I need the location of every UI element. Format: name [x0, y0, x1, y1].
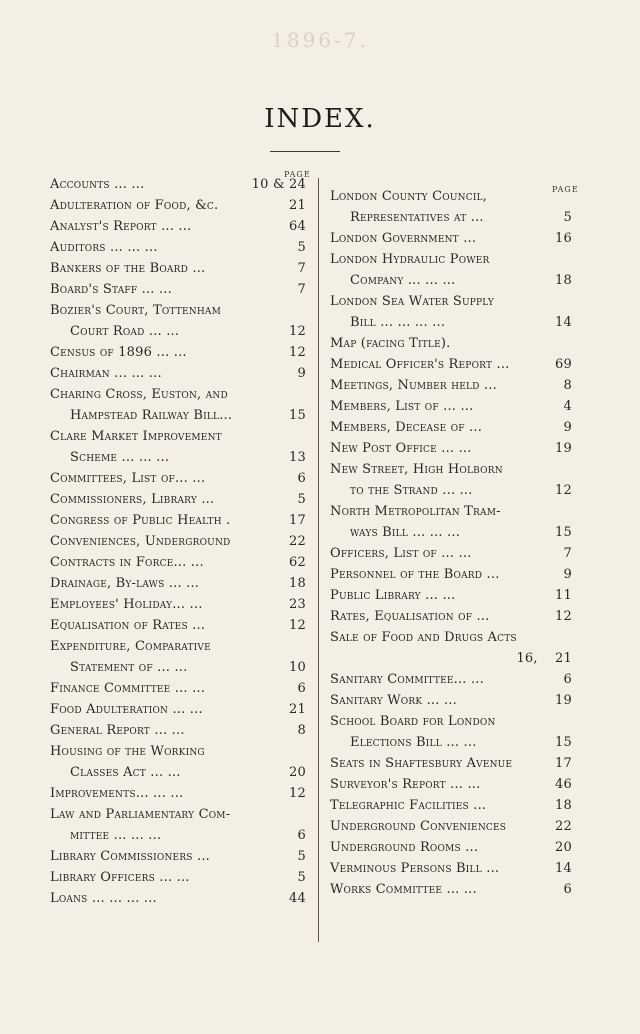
index-entry-page: 21 [289, 198, 306, 213]
right-page-column-label: PAGE [552, 185, 579, 194]
index-entry [330, 501, 572, 543]
index-entry-page: 17 [289, 513, 306, 528]
index-entry [330, 669, 572, 690]
index-entry-page: 5 [297, 849, 306, 864]
index-entry-text: Sanitary Work ... ... [330, 693, 457, 708]
title-rule [270, 151, 340, 152]
index-entry-text: Improvements... ... ... [50, 786, 184, 801]
index-entry-text: Expenditure, Comparative [50, 639, 211, 654]
index-entry [330, 375, 572, 396]
index-entry-text: to the Strand ... ... [350, 483, 473, 498]
index-entry [330, 396, 572, 417]
index-entry-text: Scheme ... ... ... [70, 450, 170, 465]
index-entry [330, 795, 572, 816]
index-entry-text: Congress of Public Health . [50, 513, 231, 528]
index-entry-page: 12 [555, 483, 572, 498]
index-entry-text: Drainage, By-laws ... ... [50, 576, 200, 591]
index-entry-text: Employees' Holiday... ... [50, 597, 203, 612]
index-entry-text: Committees, List of... ... [50, 471, 206, 486]
index-entry-text: Equalisation of Rates ... [50, 618, 206, 633]
index-entry [50, 216, 306, 237]
index-entry-page: 6 [563, 672, 572, 687]
index-entry-text: Housing of the Working [50, 744, 205, 759]
index-entry-text: Medical Officer's Report ... [330, 357, 510, 372]
index-entry-page: 12 [555, 609, 572, 624]
index-entry-page: 5 [297, 240, 306, 255]
index-entry [330, 837, 572, 858]
index-entry-text: Accounts ... ... [50, 177, 145, 192]
index-entry [330, 186, 572, 228]
index-entry-text: Conveniences, Underground [50, 534, 231, 549]
index-entry-page: 7 [563, 546, 572, 561]
index-entry-text: Representatives at ... [350, 210, 484, 225]
index-entry [50, 342, 306, 363]
index-entry-page: 9 [563, 567, 572, 582]
index-entry-page: 22 [555, 819, 572, 834]
index-entry [50, 237, 306, 258]
index-entry-text: Seats in Shaftesbury Avenue [330, 756, 513, 771]
index-entry-page: 12 [289, 345, 306, 360]
index-entry-page: 14 [555, 315, 572, 330]
index-entry-text: Law and Parliamentary Com- [50, 807, 231, 822]
index-entry [50, 888, 306, 909]
index-entry-text: General Report ... ... [50, 723, 185, 738]
index-entry-text: Works Committee ... ... [330, 882, 477, 897]
index-entry-page: 6 [297, 828, 306, 843]
index-entry-text: Court Road ... ... [70, 324, 180, 339]
index-entry [50, 846, 306, 867]
index-entry-text: Charing Cross, Euston, and [50, 387, 228, 402]
index-entry-text: Members, List of ... ... [330, 399, 474, 414]
index-entry-text: London Sea Water Supply [330, 294, 494, 309]
index-entry-text: Census of 1896 ... ... [50, 345, 187, 360]
index-entry [330, 774, 572, 795]
index-entry-text: Public Library ... ... [330, 588, 456, 603]
index-entry [330, 354, 572, 375]
index-entry [50, 426, 306, 468]
index-entry-page: 5 [297, 870, 306, 885]
index-entry-text: Statement of ... ... [70, 660, 188, 675]
index-entry [50, 363, 306, 384]
index-entry-page: 19 [555, 693, 572, 708]
index-entry-text: Bankers of the Board ... [50, 261, 206, 276]
index-entry [50, 594, 306, 615]
index-entry-page: 12 [289, 324, 306, 339]
index-entry [50, 804, 306, 846]
index-entry [50, 720, 306, 741]
index-entry-page: 6 [563, 882, 572, 897]
index-entry [330, 690, 572, 711]
index-entry [330, 564, 572, 585]
index-entry-text: mittee ... ... ... [70, 828, 162, 843]
index-entry-text: London Hydraulic Power [330, 252, 490, 267]
index-entry-page: 9 [563, 420, 572, 435]
index-entry-text: Map (facing Title). [330, 336, 451, 351]
index-entry-text: New Street, High Holborn [330, 462, 503, 477]
index-entry [330, 249, 572, 291]
index-entry-text: Underground Conveniences [330, 819, 507, 834]
index-entry [50, 510, 306, 531]
index-entry-page: 19 [555, 441, 572, 456]
index-entry-text: Rates, Equalisation of ... [330, 609, 490, 624]
index-entry-page: 44 [289, 891, 306, 906]
index-entry-page: 5 [563, 210, 572, 225]
index-entry [330, 543, 572, 564]
page-title: INDEX. [264, 104, 376, 134]
index-entry-page: 6 [297, 681, 306, 696]
index-entry-page: 64 [289, 219, 306, 234]
index-entry-text: Food Adulteration ... ... [50, 702, 203, 717]
index-entry-text: Meetings, Number held ... [330, 378, 497, 393]
index-column-left [50, 174, 306, 909]
index-entry [330, 585, 572, 606]
index-entry [50, 573, 306, 594]
index-entry-page: 11 [555, 588, 572, 603]
index-entry-page: 15 [289, 408, 306, 423]
index-entry-page: 15 [555, 525, 572, 540]
index-entry-text: Library Officers ... ... [50, 870, 190, 885]
index-entry-text: Telegraphic Facilities ... [330, 798, 487, 813]
index-entry-page: 18 [555, 273, 572, 288]
index-entry-text: Chairman ... ... ... [50, 366, 162, 381]
index-entry [50, 615, 306, 636]
index-entry [330, 711, 572, 753]
index-entry-text: School Board for London [330, 714, 496, 729]
column-divider [318, 178, 319, 942]
index-entry-text: Finance Committee ... ... [50, 681, 206, 696]
index-entry [330, 879, 572, 900]
index-entry-text: London Government ... [330, 231, 477, 246]
index-entry-text: North Metropolitan Tram- [330, 504, 501, 519]
index-entry-page: 12 [289, 618, 306, 633]
index-entry-text: Analyst's Report ... ... [50, 219, 192, 234]
index-entry-page: 22 [289, 534, 306, 549]
index-entry-page: 10 [289, 660, 306, 675]
index-entry-page: 12 [289, 786, 306, 801]
index-entry [50, 384, 306, 426]
index-entry-text: Bill ... ... ... ... [350, 315, 446, 330]
index-entry-page: 9 [297, 366, 306, 381]
index-entry [50, 300, 306, 342]
index-entry [330, 333, 572, 354]
index-entry-page: 20 [555, 840, 572, 855]
index-entry [50, 258, 306, 279]
index-entry-text: Underground Rooms ... [330, 840, 479, 855]
index-entry-text: Officers, List of ... ... [330, 546, 472, 561]
index-entry [50, 636, 306, 678]
index-entry-text: Commissioners, Library ... [50, 492, 215, 507]
index-entry [50, 195, 306, 216]
index-entry-text: Sale of Food and Drugs Acts [330, 630, 517, 645]
index-entry [50, 174, 306, 195]
index-entry-text: Contracts in Force... ... [50, 555, 204, 570]
index-entry-text: Hampstead Railway Bill... [70, 408, 233, 423]
index-entry-page: 16 [555, 231, 572, 246]
index-entry-text: Library Commissioners ... [50, 849, 210, 864]
index-entry [50, 867, 306, 888]
index-entry-page: 16, 21 [516, 651, 572, 666]
index-entry [330, 627, 572, 669]
index-entry-text: London County Council, [330, 189, 488, 204]
index-entry-text: ways Bill ... ... ... [350, 525, 461, 540]
index-entry-page: 15 [555, 735, 572, 750]
index-entry-page: 8 [563, 378, 572, 393]
index-entry [330, 438, 572, 459]
index-entry-page: 6 [297, 471, 306, 486]
index-entry [50, 468, 306, 489]
bleed-through-text: 1896-7. [271, 28, 369, 52]
index-entry-page: 20 [289, 765, 306, 780]
index-entry [330, 459, 572, 501]
index-entry-page: 5 [297, 492, 306, 507]
index-entry-text: Company ... ... ... [350, 273, 456, 288]
index-entry-page: 13 [289, 450, 306, 465]
index-entry-page: 21 [289, 702, 306, 717]
index-column-right [330, 174, 572, 900]
index-entry-page: 18 [289, 576, 306, 591]
index-entry [330, 606, 572, 627]
left-page-column-label: PAGE [284, 170, 311, 179]
index-entry-text: Verminous Persons Bill ... [330, 861, 500, 876]
index-entry-page: 17 [555, 756, 572, 771]
index-entry-text: Loans ... ... ... ... [50, 891, 157, 906]
index-entry-page: 46 [555, 777, 572, 792]
index-entry [330, 816, 572, 837]
index-entry-page: 7 [297, 261, 306, 276]
index-entry-text: Bozier's Court, Tottenham [50, 303, 221, 318]
index-entry [50, 699, 306, 720]
index-entry-text: New Post Office ... ... [330, 441, 472, 456]
index-entry-text: Auditors ... ... ... [50, 240, 158, 255]
index-entry-page: 18 [555, 798, 572, 813]
index-entry-page: 23 [289, 597, 306, 612]
index-entry-page: 7 [297, 282, 306, 297]
index-entry [330, 291, 572, 333]
index-entry-text: Personnel of the Board ... [330, 567, 500, 582]
index-entry-text: Surveyor's Report ... ... [330, 777, 481, 792]
index-entry [50, 678, 306, 699]
index-entry [50, 531, 306, 552]
index-entry-text: Adulteration of Food, &c. [50, 198, 219, 213]
index-entry-text: Clare Market Improvement [50, 429, 222, 444]
index-entry [330, 228, 572, 249]
index-entry-text: Classes Act ... ... [70, 765, 181, 780]
index-entry [330, 753, 572, 774]
index-entry-page: 69 [555, 357, 572, 372]
index-entry-page: 10 & 24 [251, 177, 306, 192]
index-entry [50, 783, 306, 804]
index-entry-page: 62 [289, 555, 306, 570]
index-entry [50, 552, 306, 573]
index-entry [50, 279, 306, 300]
index-entry-text: Elections Bill ... ... [350, 735, 477, 750]
index-entry-text: Members, Decease of ... [330, 420, 483, 435]
index-entry-text: Sanitary Committee... ... [330, 672, 484, 687]
index-entry-page: 8 [297, 723, 306, 738]
index-entry [330, 858, 572, 879]
index-entry [50, 489, 306, 510]
index-entry [50, 741, 306, 783]
index-entry-page: 14 [555, 861, 572, 876]
index-entry-text: Board's Staff ... ... [50, 282, 172, 297]
index-entry [330, 417, 572, 438]
index-entry-page: 4 [563, 399, 572, 414]
